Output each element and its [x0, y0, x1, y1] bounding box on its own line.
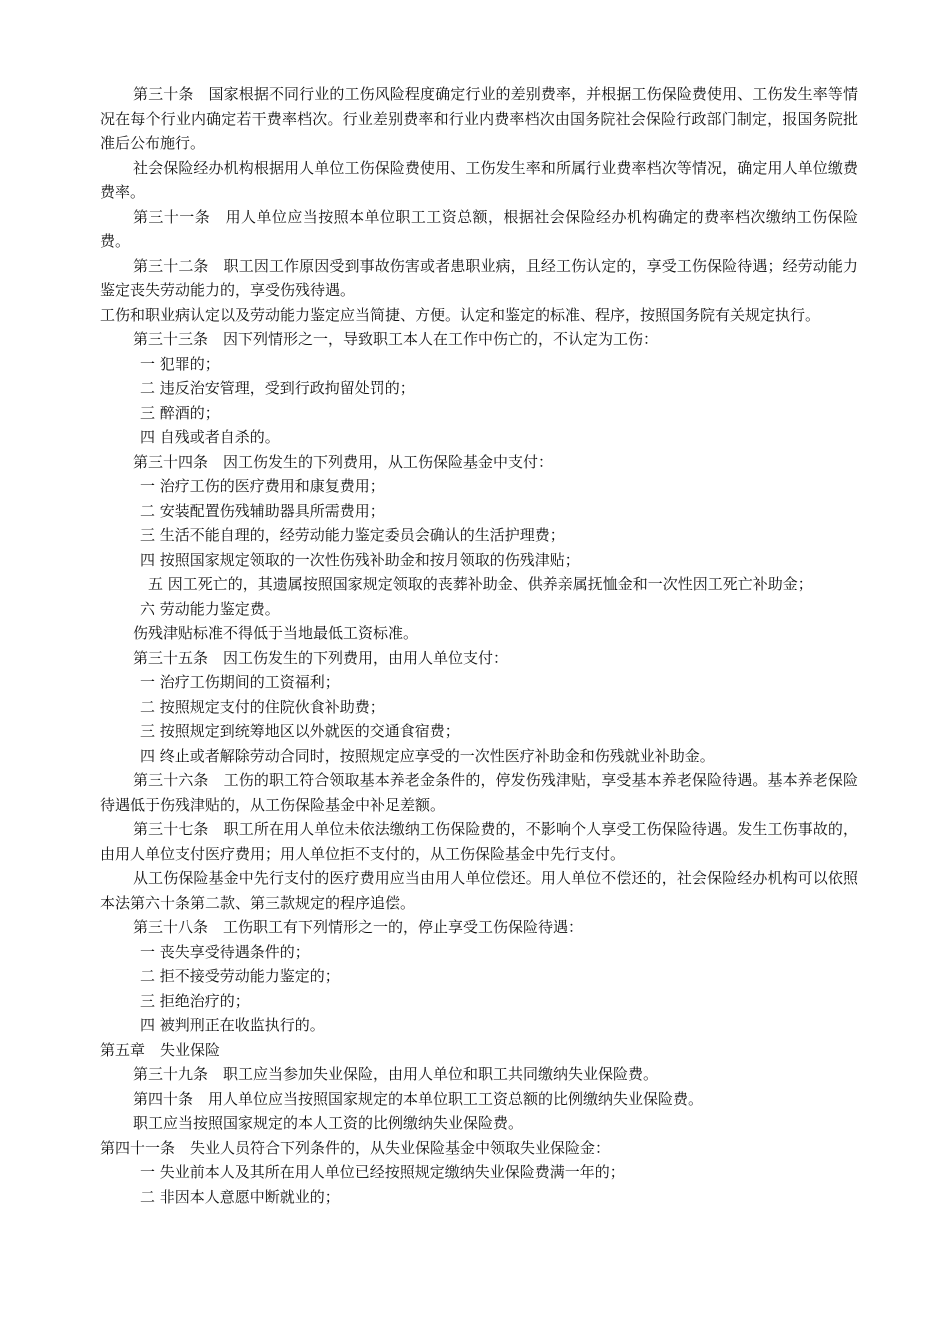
paragraph: 第三十七条 职工所在用人单位未依法缴纳工伤保险费的，不影响个人享受工伤保险待遇。发生工伤事故的，由用人单位支付医疗费用；用人单位拒不支付的，从工伤保险基金中先行支付。 [100, 820, 858, 863]
list-item: 四 自残或者自杀的。 [140, 428, 280, 446]
list-item: 一 治疗工伤期间的工资福利； [140, 673, 340, 691]
paragraph: 从工伤保险基金中先行支付的医疗费用应当由用人单位偿还。用人单位不偿还的，社会保险经办机构可以依照本法第六十条第二款、第三款规定的程序追偿。 [100, 869, 858, 912]
list-item: 二 违反治安管理，受到行政拘留处罚的； [140, 379, 415, 397]
paragraph: 第三十二条 职工因工作原因受到事故伤害或者患职业病，且经工伤认定的，享受工伤保险待遇；经劳动能力鉴定丧失劳动能力的，享受伤残待遇。 [100, 256, 858, 299]
paragraph: 伤残津贴标准不得低于当地最低工资标准。 [133, 624, 419, 642]
list-item: 一 失业前本人及其所在用人单位已经按照规定缴纳失业保险费满一年的； [140, 1163, 625, 1181]
list-item: 四 终止或者解除劳动合同时，按照规定应享受的一次性医疗补助金和伤残就业补助金。 [140, 746, 715, 765]
paragraph: 第三十四条 因工伤发生的下列费用，从工伤保险基金中支付： [133, 452, 554, 471]
list-item: 五 因工死亡的，其遗属按照国家规定领取的丧葬补助金、供养亲属抚恤金和一次性因工死亡补助金； [133, 575, 813, 593]
list-item: 二 按照规定支付的住院伙食补助费； [140, 697, 385, 716]
list-item: 一 犯罪的； [140, 354, 220, 373]
paragraph: 第三十五条 因工伤发生的下列费用，由用人单位支付： [133, 648, 509, 667]
paragraph: 第三十条 国家根据不同行业的工伤风险程度确定行业的差别费率，并根据工伤保险费使用、工伤发生率等情况在每个行业内确定若干费率档次。行业差别费率和行业内费率档次由国务院社会保险行政部门制定，报国务院批准后公布施行。 [100, 85, 858, 152]
list-item: 四 按照国家规定领取的一次性伤残补助金和按月领取的伤残津贴； [140, 550, 580, 569]
paragraph: 社会保险经办机构根据用人单位工伤保险费使用、工伤发生率和所属行业费率档次等情况，确定用人单位缴费费率。 [100, 158, 858, 201]
paragraph: 工伤和职业病认定以及劳动能力鉴定应当简捷、方便。认定和鉴定的标准、程序，按照国务院有关规定执行。 [100, 305, 821, 324]
paragraph: 第三十三条 因下列情形之一，导致职工本人在工作中伤亡的，不认定为工伤： [133, 330, 659, 348]
list-item: 六 劳动能力鉴定费。 [140, 599, 280, 618]
paragraph: 第四十条 用人单位应当按照国家规定的本单位职工工资总额的比例缴纳失业保险费。 [133, 1089, 704, 1108]
list-item: 三 拒绝治疗的； [140, 991, 250, 1010]
list-item: 二 安装配置伤残辅助器具所需费用； [140, 501, 385, 520]
list-item: 四 被判刑正在收监执行的。 [140, 1016, 325, 1034]
list-item: 三 醉酒的； [140, 403, 220, 422]
list-item: 三 生活不能自理的，经劳动能力鉴定委员会确认的生活护理费； [140, 526, 565, 544]
paragraph: 第三十八条 工伤职工有下列情形之一的，停止享受工伤保险待遇： [133, 918, 584, 936]
list-item: 三 按照规定到统筹地区以外就医的交通食宿费； [140, 722, 460, 740]
list-item: 一 丧失享受待遇条件的； [140, 942, 310, 961]
paragraph: 第四十一条 失业人员符合下列条件的，从失业保险基金中领取失业保险金： [100, 1138, 611, 1157]
paragraph: 职工应当按照国家规定的本人工资的比例缴纳失业保险费。 [133, 1114, 524, 1132]
paragraph: 第三十九条 职工应当参加失业保险，由用人单位和职工共同缴纳失业保险费。 [133, 1065, 659, 1083]
list-item: 二 拒不接受劳动能力鉴定的； [140, 967, 340, 985]
document-page [100, 82, 858, 1209]
paragraph: 第三十六条 工伤的职工符合领取基本养老金条件的，停发伤残津贴，享受基本养老保险待遇。基本养老保险待遇低于伤残津贴的，从工伤保险基金中补足差额。 [100, 771, 858, 814]
list-item: 二 非因本人意愿中断就业的； [140, 1187, 340, 1206]
paragraph: 第三十一条 用人单位应当按照本单位职工工资总额，根据社会保险经办机构确定的费率档次缴纳工伤保险费。 [100, 207, 858, 250]
list-item: 一 治疗工伤的医疗费用和康复费用； [140, 477, 385, 495]
chapter-heading: 第五章 失业保险 [100, 1040, 221, 1059]
